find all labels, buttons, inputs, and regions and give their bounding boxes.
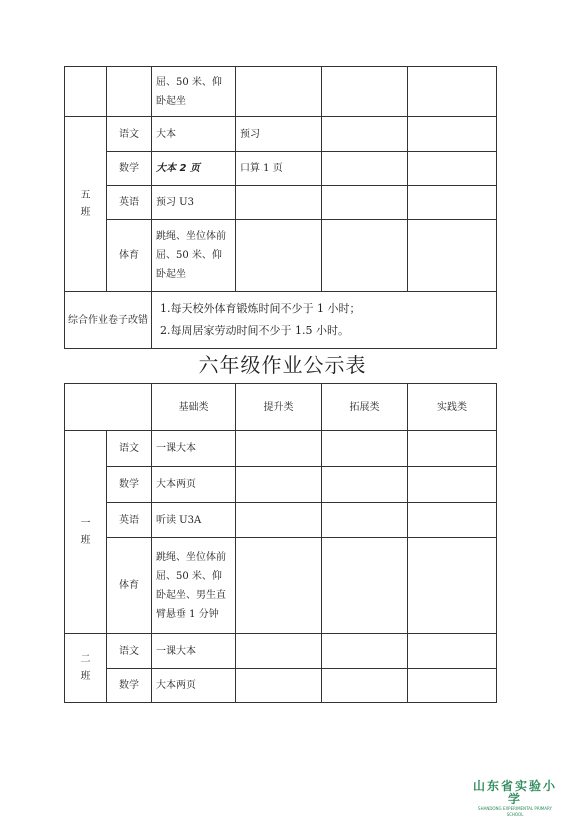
- school-logo-name: 山东省实验小学: [472, 779, 557, 806]
- table-cell: [408, 669, 497, 703]
- table-row: [65, 634, 497, 669]
- column-header: 基础类: [152, 384, 236, 431]
- school-logo-english: SHANDONG EXPERIMENTAL PRIMARY SCHOOL: [478, 806, 552, 817]
- header-corner: [65, 384, 152, 431]
- subject-label: 语文: [107, 634, 152, 669]
- table-cell: [322, 117, 408, 152]
- summary-item: 2.每周居家劳动时间不少于 1.5 小时。: [160, 324, 349, 337]
- summary-label: 综合作业卷子改错: [65, 292, 152, 349]
- base-cell: 一课大本: [152, 634, 236, 669]
- class-label: 一 班: [65, 431, 107, 634]
- table-cell: [408, 117, 497, 152]
- table-cell: [65, 67, 107, 117]
- class-label: 二 班: [65, 634, 107, 703]
- subject-label: 英语: [107, 503, 152, 538]
- table-cell: [236, 634, 322, 669]
- table-row: [65, 152, 497, 186]
- table-cell: [408, 67, 497, 117]
- table-cell: [322, 67, 408, 117]
- school-logo: [470, 780, 560, 818]
- table-cell: [322, 467, 408, 503]
- cell-line: 屈、50 米、仰: [156, 570, 222, 582]
- cell-line: 屈、50 米、仰: [156, 250, 222, 261]
- table-cell: [236, 503, 322, 538]
- table-cell: [236, 431, 322, 467]
- table-cell: [408, 152, 497, 186]
- cell-line: 跳绳、坐位体前: [156, 551, 226, 563]
- table-cell: [322, 669, 408, 703]
- lift-cell: [236, 220, 322, 292]
- page-title: 六年级作业公示表: [198, 353, 367, 377]
- table-row: [65, 117, 497, 152]
- table-cell: [322, 503, 408, 538]
- table-cell: [408, 186, 497, 220]
- grade6-homework-table: [64, 383, 497, 703]
- cell-line: 卧起坐: [156, 95, 186, 107]
- table-cell: [322, 152, 408, 186]
- table-cell: [322, 186, 408, 220]
- table-cell: [408, 467, 497, 503]
- table-row: [65, 220, 497, 292]
- table-row: [65, 467, 497, 503]
- subject-label: 体育: [107, 220, 152, 292]
- header-row: [65, 384, 497, 431]
- table-cell: [236, 669, 322, 703]
- subject-label: 数学: [107, 669, 152, 703]
- subject-label: 数学: [107, 467, 152, 503]
- base-cell: [152, 220, 236, 292]
- base-cell: 预习 U3: [152, 186, 236, 220]
- column-header: 提升类: [236, 384, 322, 431]
- table-row: [65, 503, 497, 538]
- base-cell: 一课大本: [152, 431, 236, 467]
- table-cell: [107, 67, 152, 117]
- base-cell: 大本: [152, 117, 236, 152]
- table-row: [65, 67, 497, 117]
- cell-line: 卧起坐: [156, 269, 186, 280]
- table-row: [65, 186, 497, 220]
- grade5-homework-table: [64, 66, 497, 349]
- subject-label: 数学: [107, 152, 152, 186]
- table-cell: [322, 634, 408, 669]
- base-cell: [152, 538, 236, 634]
- cell-line: 臂悬垂 1 分钟: [156, 608, 219, 620]
- base-cell: 大本两页: [152, 669, 236, 703]
- table-cell: [322, 538, 408, 634]
- table-cell: [408, 634, 497, 669]
- table-cell: [322, 431, 408, 467]
- subject-label: 体育: [107, 538, 152, 634]
- base-cell: 大本两页: [152, 467, 236, 503]
- table-cell: [408, 538, 497, 634]
- subject-label: 英语: [107, 186, 152, 220]
- table-cell: [408, 431, 497, 467]
- table-cell: [236, 467, 322, 503]
- subject-label: 语文: [107, 117, 152, 152]
- table-row: [65, 431, 497, 467]
- table-row: [65, 538, 497, 634]
- base-cell: [152, 67, 236, 117]
- column-header: 实践类: [408, 384, 497, 431]
- table-cell: [236, 67, 322, 117]
- subject-label: 语文: [107, 431, 152, 467]
- lift-cell: 口算 1 页: [236, 152, 322, 186]
- column-header: 拓展类: [322, 384, 408, 431]
- class-label: 五 班: [65, 117, 107, 292]
- base-cell: 大本 2 页: [152, 152, 236, 186]
- table-cell: [408, 503, 497, 538]
- table-cell: [408, 220, 497, 292]
- lift-cell: [236, 186, 322, 220]
- summary-cell: [152, 292, 497, 349]
- base-cell: 听读 U3A: [152, 503, 236, 538]
- lift-cell: 预习: [236, 117, 322, 152]
- table-cell: [236, 538, 322, 634]
- cell-line: 卧起坐、男生直: [156, 589, 226, 601]
- table-row: [65, 669, 497, 703]
- table-row: [65, 292, 497, 349]
- summary-item: 1.每天校外体育锻炼时间不少于 1 小时；: [160, 302, 361, 315]
- cell-line: 屈、50 米、仰: [156, 76, 222, 88]
- table-cell: [322, 220, 408, 292]
- cell-line: 跳绳、坐位体前: [156, 231, 226, 242]
